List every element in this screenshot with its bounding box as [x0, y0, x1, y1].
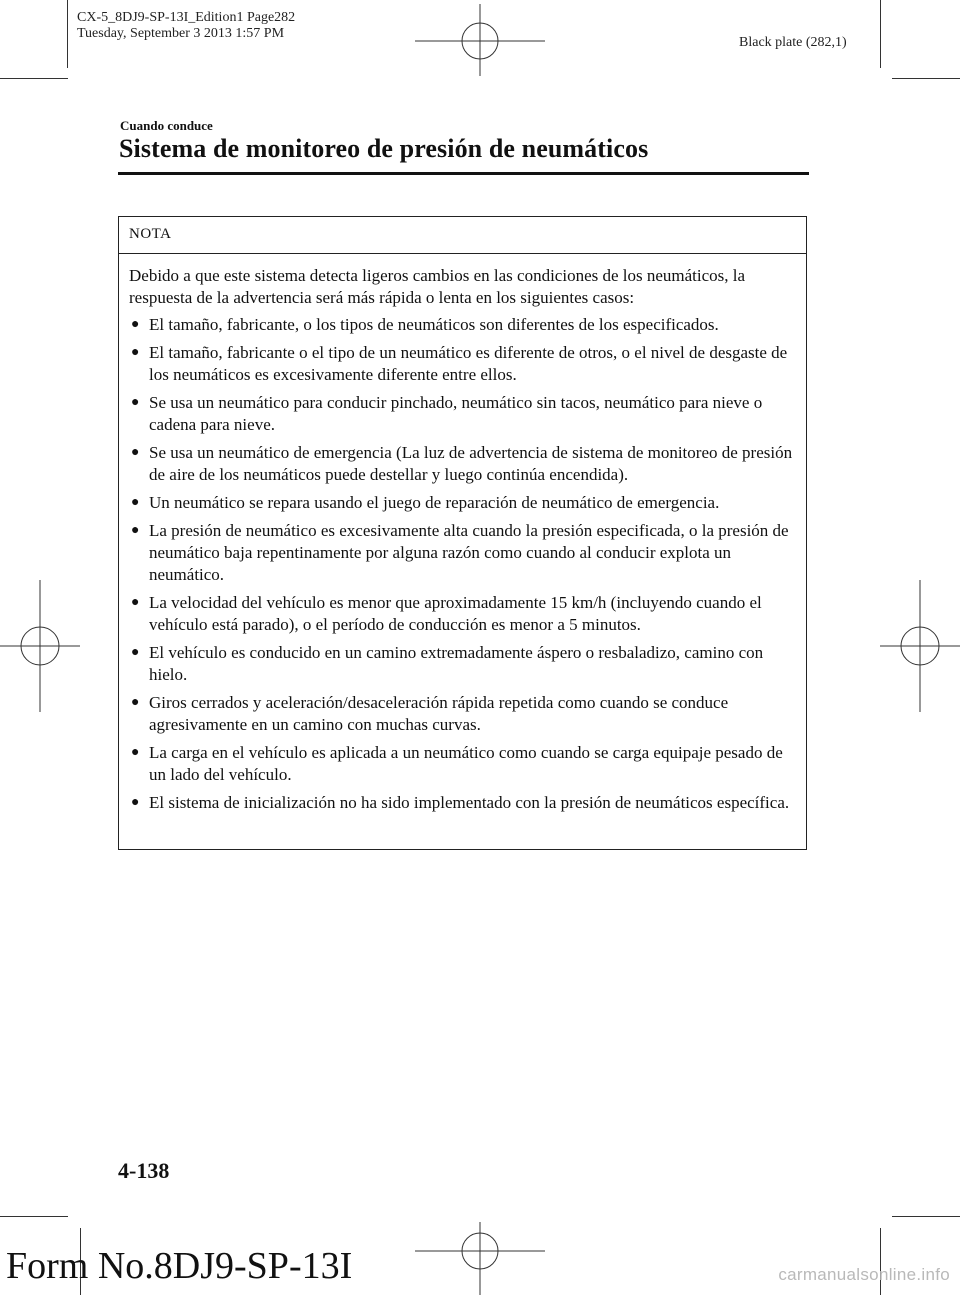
note-item-text: Se usa un neumático para conducir pinchado, neumático sin tacos, neumático para nieve o cadena para nieve. — [149, 393, 763, 434]
bullet-icon: ● — [131, 595, 140, 610]
registration-target-top — [415, 4, 545, 76]
note-list-item — [129, 314, 796, 336]
note-list-item — [129, 520, 796, 586]
bullet-icon: ● — [131, 645, 140, 660]
note-list-item — [129, 592, 796, 636]
crop-mark-top-right-horizontal — [892, 78, 960, 79]
note-item-text: La velocidad del vehículo es menor que aproximadamente 15 km/h (incluyendo cuando el vehículo está parado), o el período de conducción es menor a 5 minutos. — [149, 593, 762, 634]
note-item-text: El tamaño, fabricante, o los tipos de neumáticos son diferentes de los especificados. — [149, 315, 719, 334]
note-item-text: El tamaño, fabricante o el tipo de un neumático es diferente de otros, o el nivel de desgaste de los neumáticos es excesivamente diferente entre ellos. — [149, 343, 788, 384]
note-box — [118, 216, 807, 850]
print-date-line: Tuesday, September 3 2013 1:57 PM — [77, 26, 285, 41]
print-file-line: CX-5_8DJ9-SP-13I_Edition1 Page282 — [77, 10, 296, 25]
note-item-text: El vehículo es conducido en un camino extremadamente áspero o resbaladizo, camino con hielo. — [149, 643, 764, 684]
bullet-icon: ● — [131, 445, 140, 460]
watermark: carmanualsonline.info — [778, 1265, 950, 1284]
note-list-item — [129, 392, 796, 436]
note-item-text: Se usa un neumático de emergencia (La luz de advertencia de sistema de monitoreo de presión de aire de los neumáticos puede destellar y luego continúa encendida). — [149, 443, 793, 484]
note-intro: Debido a que este sistema detecta ligeros cambios en las condiciones de los neumáticos, la respuesta de la advertencia será más rápida o lenta en los siguientes casos: — [129, 266, 746, 307]
section-label: Cuando conduce — [120, 118, 213, 133]
note-list-item — [129, 742, 796, 786]
bullet-icon: ● — [131, 345, 140, 360]
registration-target-right — [880, 580, 960, 712]
bullet-icon: ● — [131, 317, 140, 332]
note-item-text: Un neumático se repara usando el juego de reparación de neumático de emergencia. — [149, 493, 720, 512]
note-item-text: Giros cerrados y aceleración/desaceleración rápida repetida como cuando se conduce agresivamente en un camino con muchas curvas. — [149, 693, 729, 734]
title-rule — [118, 172, 809, 175]
note-list-item — [129, 442, 796, 486]
crop-mark-top-left-horizontal — [0, 78, 68, 79]
black-plate-label: Black plate (282,1) — [739, 35, 847, 50]
crop-mark-top-right-vertical — [880, 0, 881, 68]
crop-mark-top-left-vertical — [67, 0, 68, 68]
note-item-text: El sistema de inicialización no ha sido implementado con la presión de neumáticos específica. — [149, 793, 790, 812]
note-list-item — [129, 492, 796, 514]
crop-mark-bottom-left-horizontal — [0, 1216, 68, 1217]
crop-mark-bottom-right-horizontal — [892, 1216, 960, 1217]
note-list-item — [129, 692, 796, 736]
bullet-icon: ● — [131, 695, 140, 710]
note-body — [119, 254, 806, 814]
note-list-item — [129, 642, 796, 686]
bullet-icon: ● — [131, 495, 140, 510]
note-list-item — [129, 342, 796, 386]
note-item-text: La carga en el vehículo es aplicada a un neumático como cuando se carga equipaje pesado de un lado del vehículo. — [149, 743, 783, 784]
form-number: Form No.8DJ9-SP-13I — [6, 1245, 353, 1287]
note-item-text: La presión de neumático es excesivamente alta cuando la presión especificada, o la presión de neumático baja repentinamente por alguna razón como cuando al conducir explota un neumático. — [149, 521, 789, 584]
note-list — [129, 314, 796, 814]
bullet-icon: ● — [131, 395, 140, 410]
note-list-item — [129, 792, 796, 814]
bullet-icon: ● — [131, 795, 140, 810]
bullet-icon: ● — [131, 745, 140, 760]
note-heading: NOTA — [119, 217, 806, 254]
page-title: Sistema de monitoreo de presión de neumáticos — [119, 134, 649, 163]
bullet-icon: ● — [131, 523, 140, 538]
registration-target-bottom — [415, 1222, 545, 1295]
page-number: 4-138 — [118, 1158, 170, 1183]
registration-target-left — [0, 580, 80, 712]
